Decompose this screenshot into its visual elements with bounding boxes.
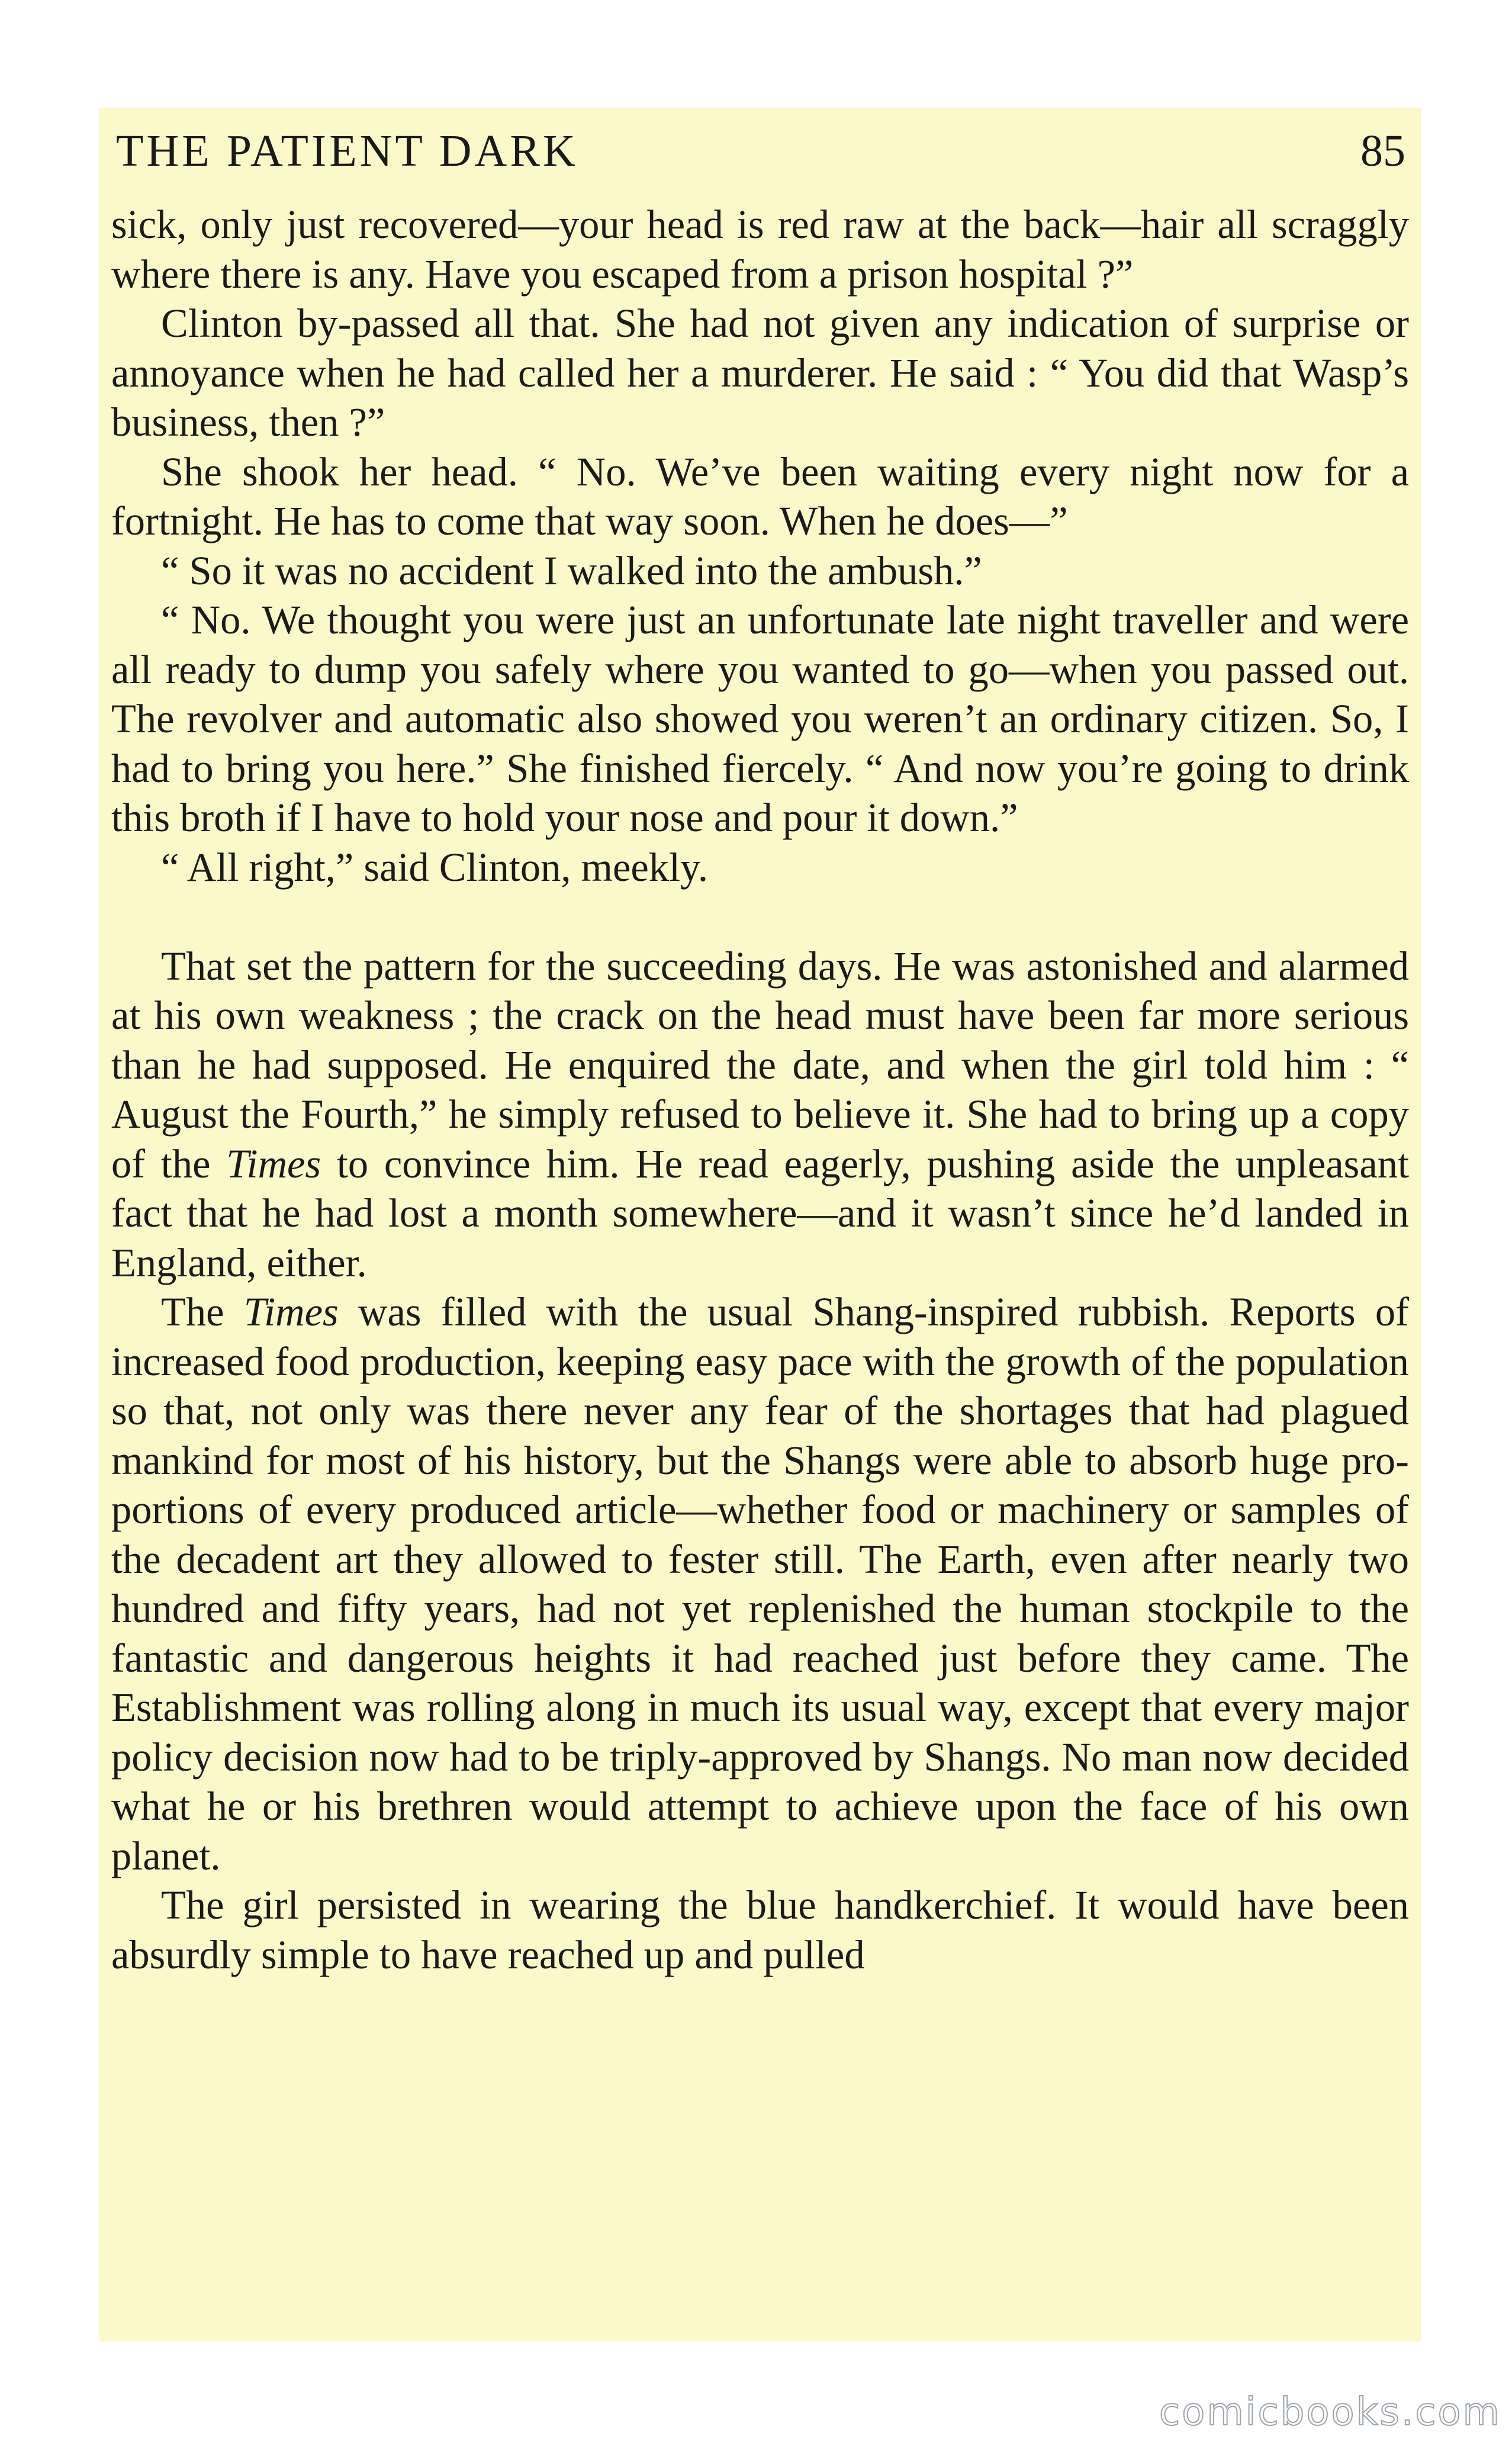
paragraph-2: Clinton by-passed all that. She had not given any indication of surprise or annoyance when he had called her a murderer. He said : “ You did that Wasp’s business, then ?” bbox=[111, 301, 1409, 445]
page-header bbox=[111, 118, 1409, 184]
paragraph-8 bbox=[111, 1288, 1409, 1881]
paragraph-8-part-3: was filled with the usual Shang-inspired rubbish. Reports of increased food production, keeping easy pace with the growth of the population so that, not only was there never any fear of the shortages that had plagued mankind for most of his history, but the Shangs were able to absorb huge pro-portions of every produced article—whether food or machinery or samples of the decadent art they allowed to fester still. The Earth, even after nearly two hundred and fifty years, had not yet replenished the human stockpile to the fantastic and dangerous heights it had reached just before they came. The Establishment was rolling along in much its usual way, except that every major policy decision now had to be triply-approved by Shangs. No man now decided what he or his brethren would attempt to achieve upon the face of his own planet. bbox=[111, 1289, 1409, 1878]
newspaper-title: Times bbox=[226, 1141, 321, 1186]
paragraph-1: sick, only just recovered—your head is red raw at the back—hair all scraggly where there is any. Have you escaped from a prison hospital ?” bbox=[111, 202, 1409, 297]
book-page bbox=[99, 108, 1421, 2341]
page-number: 85 bbox=[1360, 126, 1405, 176]
watermark-text: comicbooks.com bbox=[1159, 2390, 1501, 2434]
paragraph-4: “ So it was no accident I walked into the ambush.” bbox=[161, 548, 982, 593]
paragraph-9: The girl persisted in wearing the blue handkerchief. It would have been absurdly simple to have reached up and pulled bbox=[111, 1883, 1409, 1977]
paragraph-6: “ All right,” said Clinton, meekly. bbox=[161, 844, 708, 890]
paragraph-8-part-1: The bbox=[161, 1289, 244, 1334]
newspaper-title: Times bbox=[243, 1289, 339, 1334]
paragraph-7 bbox=[111, 942, 1409, 1288]
body-text bbox=[111, 200, 1409, 1980]
paragraph-5: “ No. We thought you were just an unfortunate late night traveller and were all ready to dump you safely where you wanted to go—when you passed out. The revolver and automatic also showed you weren’t an ordinary citizen. So, I had to bring you here.” She finished fiercely. “ And now you’re going to drink this broth if I have to hold your nose and pour it down.” bbox=[111, 597, 1409, 840]
running-title: THE PATIENT DARK bbox=[116, 126, 578, 176]
paragraph-7-part-1: That set the pattern for the succeeding days. He was astonished and alarmed at his own weakness ; the crack on the head must have been far more serious than he had supposed. He enquired the date, and when the girl told him : “ August the Fourth,” he simply refused to believe it. She had to bring up a copy of the bbox=[111, 943, 1409, 1186]
paragraph-7-part-3: to convince him. He read eagerly, pushing aside the unpleasant fact that he had lost a month somewhere—and it wasn’t since he’d landed in England, either. bbox=[111, 1141, 1410, 1285]
paragraph-3: She shook her head. “ No. We’ve been waiting every night now for a fortnight. He has to come that way soon. When he does—” bbox=[111, 449, 1409, 543]
